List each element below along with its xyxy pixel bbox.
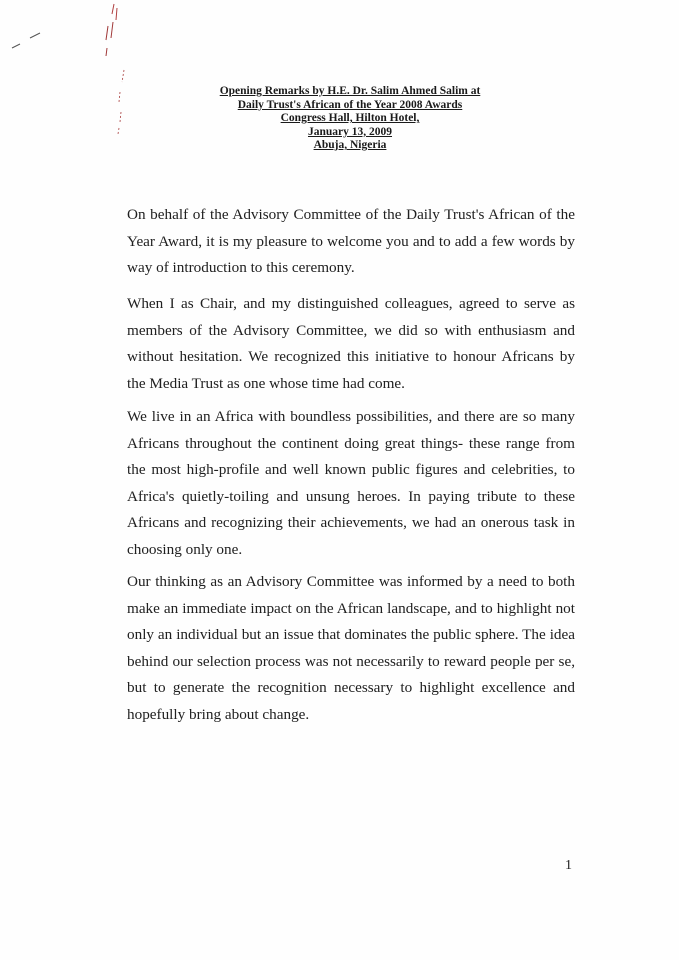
paragraph-4: Our thinking as an Advisory Committee was informed by a need to both make an immediate impact on the African landscape, and to highlight not only an individual but an issue that dominates the public sphere. The idea behind our selection process was not necessarily to reward people per se, but to generate the recognition necessary to highlight excellence and hopefully bring about change. [127, 573, 575, 723]
paragraph-2: When I as Chair, and my distinguished colleagues, agreed to serve as members of the Advisory Committee, we did so with enthusiasm and without hesitation. We recognized this initiative to honour Africans by the Media Trust as one whose time had come. [127, 295, 575, 392]
paragraph-3: We live in an Africa with boundless possibilities, and there are so many Africans throughout the continent doing great things- these range from the most high-profile and well known public figures and celebrities, to Africa's quietly-toiling and unsung heroes. In paying tribute to these Africans and recognizing their achievements, we had an onerous task in choosing only one. [127, 408, 575, 558]
page-number: 1 [565, 858, 572, 873]
header-event-line: Daily Trust's African of the Year 2008 Awards [237, 98, 463, 111]
document-header [170, 85, 530, 153]
header-venue-line: Congress Hall, Hilton Hotel, [280, 112, 420, 124]
header-title-line: Opening Remarks by H.E. Dr. Salim Ahmed Salim at [219, 85, 481, 97]
handwritten-marks [0, 0, 160, 150]
header-location-line: Abuja, Nigeria [313, 139, 387, 151]
header-date-line: January 13, 2009 [307, 125, 393, 138]
paragraph-1: On behalf of the Advisory Committee of the Daily Trust's African of the Year Award, it is my pleasure to welcome you and to add a few words by way of introduction to this ceremony. [127, 206, 575, 276]
